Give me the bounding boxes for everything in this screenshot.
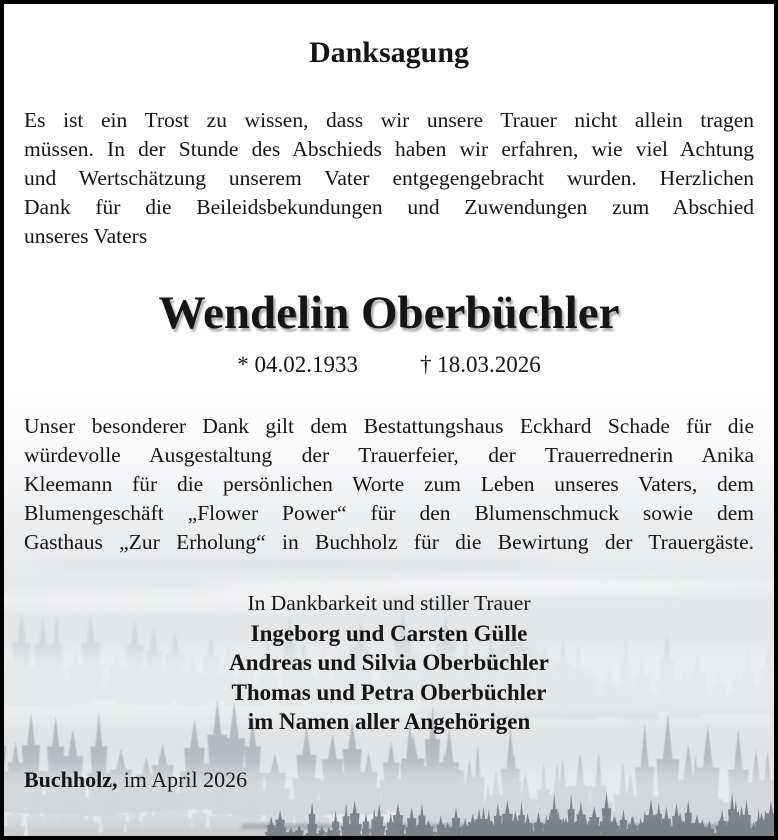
death-date-value: 18.03.2026 — [437, 352, 541, 377]
thanks-line: würdevolle Ausgestaltung der Trauerfeier, der Trauerrednerin Anika — [24, 443, 754, 467]
thanks-paragraph — [24, 412, 754, 557]
dates-row — [4, 351, 774, 379]
intro-paragraph — [24, 106, 754, 251]
mourner-line: Thomas und Petra Oberbüchler — [231, 679, 547, 705]
thanks-line: Kleemann für die persönlichen Worte zum Leben unseres Vaters, dem — [24, 472, 754, 496]
birth-star-symbol: * — [237, 352, 249, 377]
thanks-line: Unser besonderer Dank gilt dem Bestattungshaus Eckhard Schade für die — [24, 414, 754, 438]
death-cross-symbol: † — [420, 352, 432, 377]
thanks-line: Gasthaus „Zur Erholung“ in Buchholz für die Bewirtung der Trauergäste. — [24, 530, 754, 554]
mourner-line: im Namen aller Angehörigen — [247, 709, 531, 734]
place-name: Buchholz, — [24, 767, 118, 792]
mourner-line: Ingeborg und Carsten Gülle — [250, 620, 528, 646]
intro-line: Dank für die Beileidsbekundungen und Zuwendungen zum Abschied — [24, 195, 754, 219]
date-text: im April 2026 — [123, 767, 248, 792]
closing-block — [4, 589, 774, 737]
intro-line: unseres Vaters — [24, 224, 148, 248]
death-date — [420, 351, 541, 379]
closing-lead: In Dankbarkeit und stiller Trauer — [247, 591, 531, 615]
thanks-line: Blumengeschäft „Flower Power“ für den Blumenschmuck sowie dem — [24, 501, 754, 525]
birth-date — [237, 351, 358, 379]
intro-line: müssen. In der Stunde des Abschieds haben wir erfahren, wie viel Achtung — [24, 137, 754, 161]
mourner-line: Andreas und Silvia Oberbüchler — [229, 650, 549, 675]
birth-date-value: 04.02.1933 — [254, 352, 358, 377]
place-date-line — [24, 766, 247, 794]
intro-line: Es ist ein Trost zu wissen, dass wir unsere Trauer nicht allein tragen — [24, 108, 754, 132]
intro-line: und Wertschätzung unserem Vater entgegengebracht wurden. Herzlichen — [24, 166, 754, 190]
page-title: Danksagung — [308, 36, 470, 69]
deceased-name: Wendelin Oberbüchler — [158, 287, 620, 339]
notice-content — [4, 4, 774, 836]
